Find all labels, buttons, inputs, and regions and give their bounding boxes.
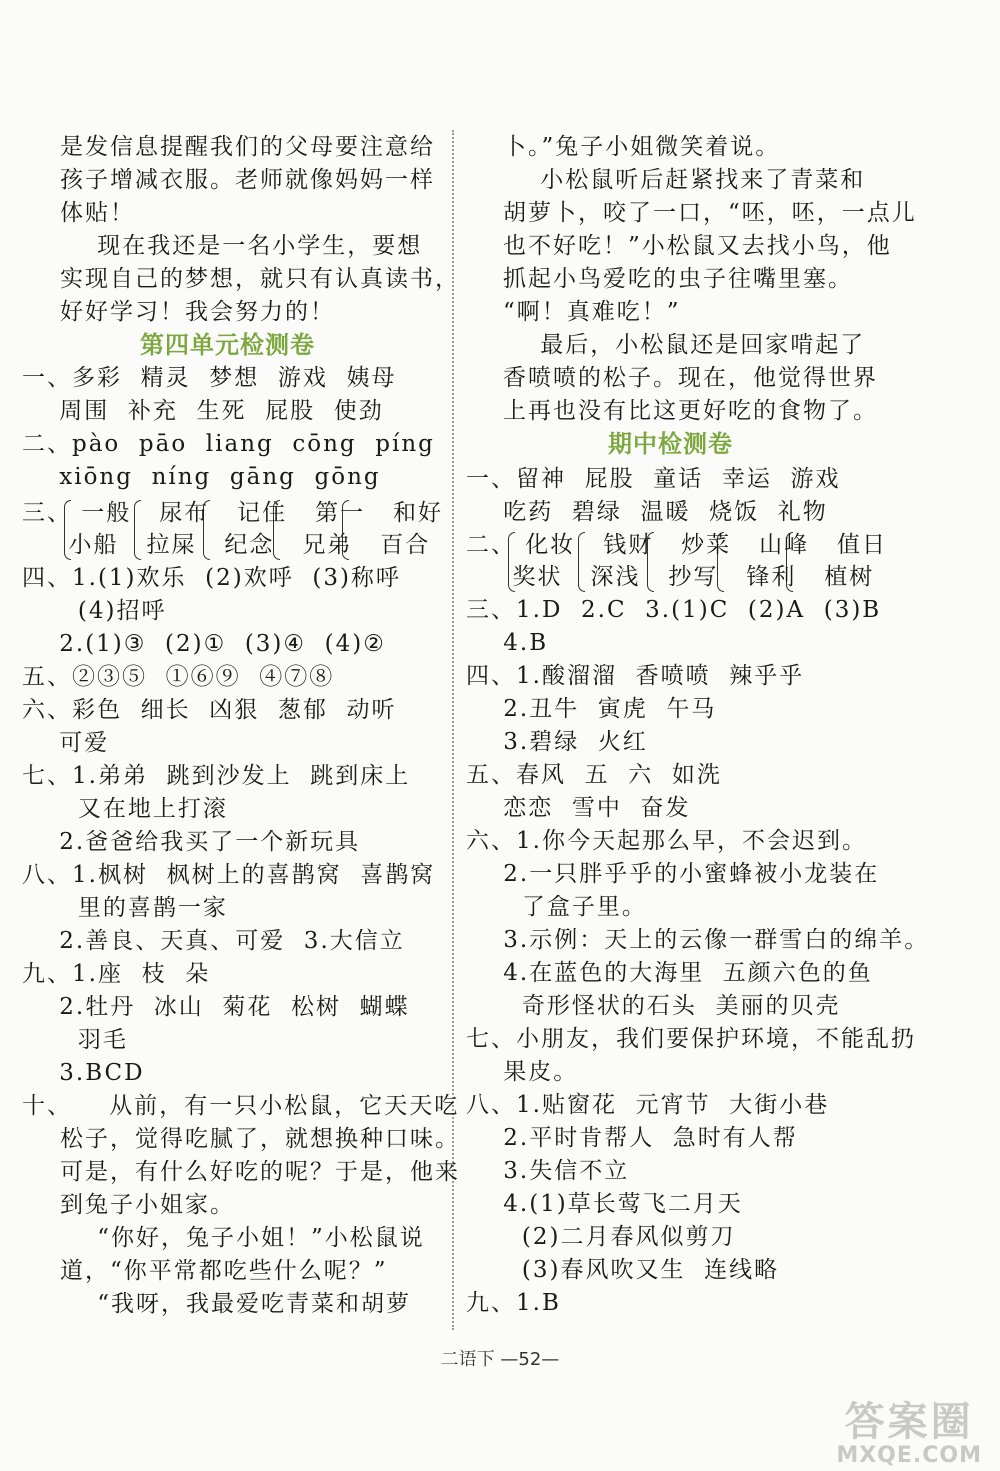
text-line: 好好学习！我会努力的！ <box>60 299 335 325</box>
answer-line: 二、 化妆 钱财 炒菜 山峰 值日 <box>466 532 888 558</box>
text-line: “我呀，我最爱吃青菜和胡萝 <box>60 1291 412 1317</box>
answer-line: 五、②③⑤ ①⑥⑨ ④⑦⑧ <box>22 664 335 690</box>
answer-line: 三、 一般 尿布 记住 第一 和好 <box>22 500 444 526</box>
answer-line: 四、1.(1)欢乐 (2)欢呼 (3)称呼 <box>22 565 401 591</box>
answer-line: 3.碧绿 火红 <box>466 729 648 755</box>
section-heading: 第四单元检测卷 <box>140 331 315 359</box>
answer-line: 六、1.你今天起那么早，不会迟到。 <box>466 828 867 854</box>
text-line: 抓起小鸟爱吃的虫子往嘴里塞。 <box>503 266 853 292</box>
text-line: 道，“你平常都吃些什么呢？” <box>60 1258 388 1284</box>
answer-line: 四、1.酸溜溜 香喷喷 辣乎乎 <box>466 663 805 689</box>
answer-line: 恋恋 雪中 奋发 <box>466 795 691 821</box>
page-footer: 二语下 —52— <box>440 1349 560 1370</box>
text-line: 可是，有什么好吃的呢？于是，他来 <box>60 1159 460 1185</box>
answer-line: 2.丑牛 寅虎 午马 <box>466 696 717 722</box>
answer-line: 奖状 深浅 抄写 锋利 植树 <box>466 564 875 590</box>
answer-line: 2.善良、天真、可爱 3.大信立 <box>22 928 405 954</box>
answer-line: 六、彩色 细长 凶狠 葱郁 动听 <box>22 697 397 723</box>
answer-line: 七、小朋友，我们要保护环境，不能乱扔 <box>466 1026 916 1052</box>
answer-line: 一、留神 屁股 童话 幸运 游戏 <box>466 466 841 492</box>
answer-line: (4)招呼 <box>22 598 167 624</box>
text-line: 松子，觉得吃腻了，就想换种口味。 <box>60 1126 460 1152</box>
answer-line: (3)春风吹又生 连线略 <box>466 1257 780 1283</box>
answer-line: 奇形怪状的石头 美丽的贝壳 <box>466 993 841 1019</box>
answer-line: 2.平时肯帮人 急时有人帮 <box>466 1125 798 1151</box>
text-line: 香喷喷的松子。现在，他觉得世界 <box>503 365 878 391</box>
text-line: 是发信息提醒我们的父母要注意给 <box>60 134 435 160</box>
text-line: 卜。”兔子小姐微笑着说。 <box>503 134 781 160</box>
answer-line: 周围 补充 生死 屁股 使劲 <box>22 398 384 424</box>
watermark-title: 答案圈 <box>844 1399 974 1445</box>
answer-line: 里的喜鹊一家 <box>22 895 228 921</box>
answer-line: 3.BCD <box>22 1060 145 1086</box>
answer-line: 九、1.B <box>466 1290 561 1316</box>
answer-line: 八、1.贴窗花 元宵节 大街小巷 <box>466 1092 830 1118</box>
text-line: “你好，兔子小姐！”小松鼠说 <box>60 1225 425 1251</box>
answer-line: 十、 从前，有一只小松鼠，它天天吃 <box>22 1093 460 1119</box>
answer-line: xiōng níng gāng gōng <box>22 464 381 490</box>
text-line: 小松鼠听后赶紧找来了青菜和 <box>503 167 866 193</box>
answer-line: 4.在蓝色的大海里 五颜六色的鱼 <box>466 960 873 986</box>
answer-line: 小船 拉屎 纪念 兄弟 百合 <box>22 532 431 558</box>
text-line: 最后，小松鼠还是回家啃起了 <box>503 332 866 358</box>
section-heading: 期中检测卷 <box>608 430 733 458</box>
answer-line: 吃药 碧绿 温暖 烧饭 礼物 <box>466 499 828 525</box>
answer-line: 羽毛 <box>22 1027 128 1053</box>
answer-line: 了盒子里。 <box>466 894 647 920</box>
answer-line: 九、1.座 枝 朵 <box>22 961 211 987</box>
watermark-url: MXQE.COM <box>836 1443 982 1468</box>
answer-line: 3.失信不立 <box>466 1158 630 1184</box>
answer-line: 4.(1)草长莺飞二月天 <box>466 1191 743 1217</box>
watermark-logo <box>836 1400 982 1468</box>
answer-line: 4.B <box>466 630 549 656</box>
answer-line: 2.牡丹 冰山 菊花 松树 蝴蝶 <box>22 994 410 1020</box>
text-line: 到兔子小姐家。 <box>60 1192 235 1218</box>
text-line: 胡萝卜，咬了一口，“呸，呸，一点儿 <box>503 200 917 226</box>
text-line: 也不好吃！”小松鼠又去找小鸟，他 <box>503 233 892 259</box>
answer-line: (2)二月春风似剪刀 <box>466 1224 736 1250</box>
answer-line: 2.(1)③ (2)① (3)④ (4)② <box>22 631 386 657</box>
answer-line: 2.爸爸给我买了一个新玩具 <box>22 829 361 855</box>
answer-line: 2.一只胖乎乎的小蜜蜂被小龙装在 <box>466 861 880 887</box>
answer-line: 3.示例：天上的云像一群雪白的绵羊。 <box>466 927 930 953</box>
text-line: 上再也没有比这更好吃的食物了。 <box>503 398 878 424</box>
text-line: 现在我还是一名小学生，要想 <box>60 233 423 259</box>
answer-line: 可爱 <box>22 730 110 756</box>
answer-line: 果皮。 <box>466 1059 579 1085</box>
text-line: 体贴！ <box>60 200 135 226</box>
text-line: 孩子增减衣服。老师就像妈妈一样 <box>60 167 435 193</box>
text-line: “啊！真难吃！” <box>503 299 681 325</box>
answer-line: 三、1.D 2.C 3.(1)C (2)A (3)B <box>466 597 882 623</box>
text-line: 实现自己的梦想，就只有认真读书， <box>60 266 460 292</box>
answer-line: 二、pào pāo liang cōng píng <box>22 431 435 457</box>
answer-line: 又在地上打滚 <box>22 796 228 822</box>
answer-line: 七、1.弟弟 跳到沙发上 跳到床上 <box>22 763 411 789</box>
answer-line: 一、多彩 精灵 梦想 游戏 姨母 <box>22 365 397 391</box>
answer-line: 五、春风 五 六 如洗 <box>466 762 722 788</box>
answer-line: 八、1.枫树 枫树上的喜鹊窝 喜鹊窝 <box>22 862 436 888</box>
